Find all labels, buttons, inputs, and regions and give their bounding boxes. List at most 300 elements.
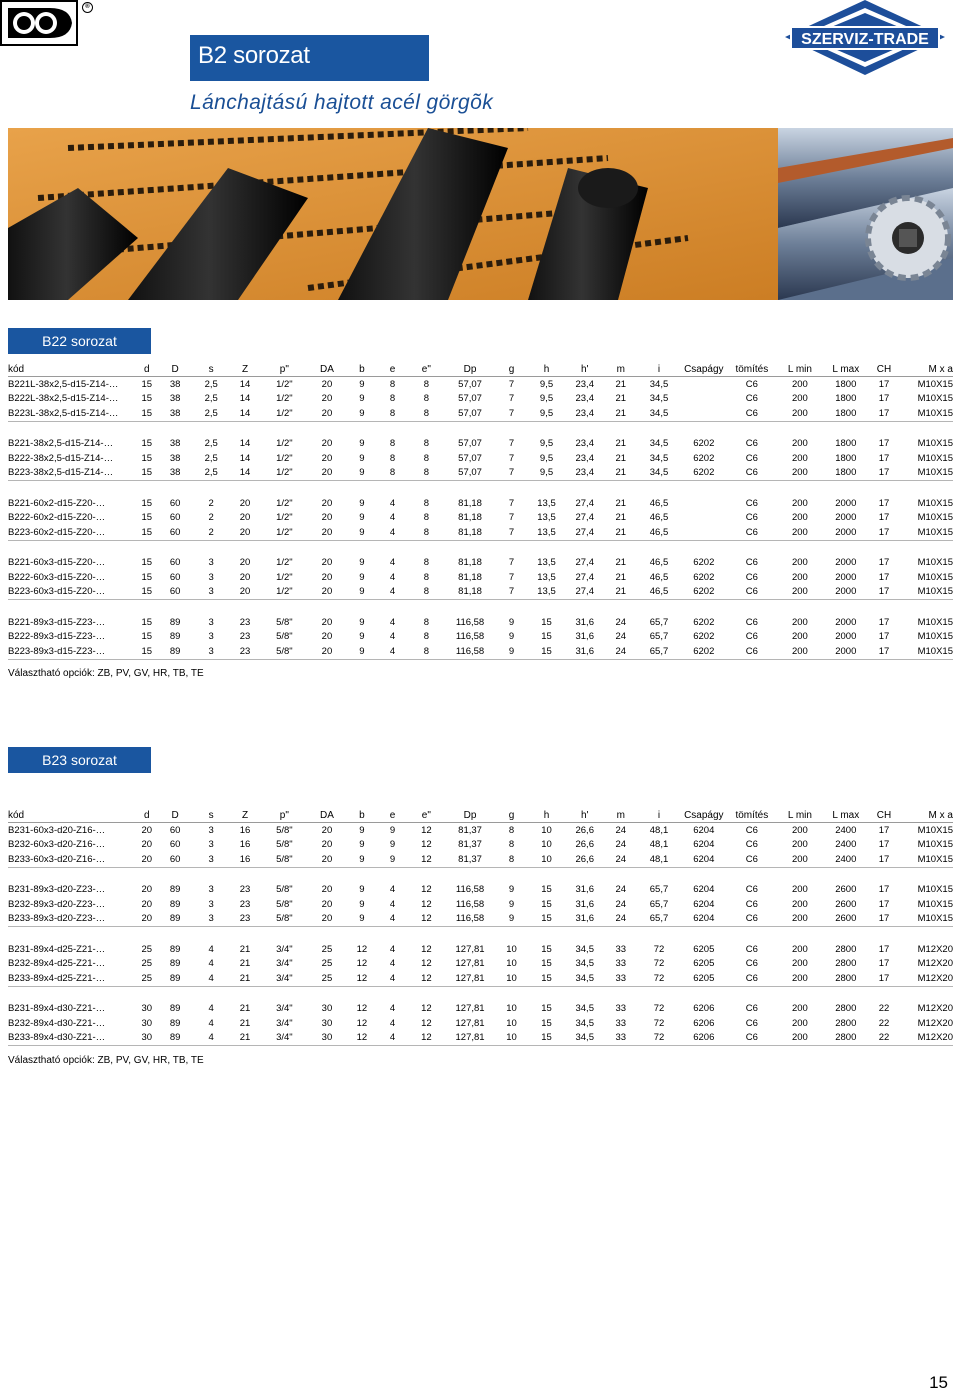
cell-e: 4 <box>389 512 396 524</box>
cell-h1: 26,6 <box>575 839 594 851</box>
cell-e: 4 <box>389 884 396 896</box>
cell-h1: 27,4 <box>565 525 604 540</box>
b23-section-header: B23 sorozat <box>8 747 151 773</box>
cell-Dp: 116,58 <box>445 912 495 927</box>
column-header-h: h <box>528 808 565 823</box>
cell-p: 1/2" <box>276 438 293 450</box>
cell-DA: 20 <box>307 466 346 481</box>
cell-Dp: 57,07 <box>458 393 482 405</box>
cell-Z: 20 <box>239 512 251 524</box>
cell-e: 4 <box>389 571 396 583</box>
cell-p: 1/2" <box>276 512 293 524</box>
cell-mxa: M12X20 <box>917 958 953 970</box>
cell-lmax: 1800 <box>835 452 857 464</box>
cell-seal: C6 <box>745 393 758 405</box>
cell-DA: 20 <box>321 557 333 569</box>
cell-i: 72 <box>637 1031 681 1046</box>
cell-code: B223L-38x2,5-d15-Z14-… <box>8 406 137 421</box>
cell-D: 60 <box>157 852 194 867</box>
cell-Z: 23 <box>229 912 262 927</box>
cell-h: 9,5 <box>539 438 554 450</box>
cell-mxa: M10X15 <box>917 571 953 583</box>
cell-bearing: 6206 <box>693 1017 715 1029</box>
cell-h: 15 <box>541 958 552 970</box>
cell-d: 30 <box>141 1003 153 1015</box>
column-header-lmax: L max <box>823 362 869 377</box>
cell-e2: 12 <box>421 1017 432 1029</box>
cell-DA: 30 <box>307 1031 346 1046</box>
cell-e: 4 <box>377 971 408 986</box>
cell-m: 33 <box>604 1031 637 1046</box>
cell-DA: 30 <box>321 1017 333 1029</box>
cell-code: B222L-38x2,5-d15-Z14-… <box>8 393 119 405</box>
cell-m: 21 <box>604 406 637 421</box>
b22-options-note: Választható opciók: ZB, PV, GV, HR, TB, TE <box>8 668 204 679</box>
cell-d: 20 <box>137 912 157 927</box>
column-header-s: s <box>194 808 229 823</box>
product-photo <box>8 128 953 300</box>
cell-Z: 16 <box>239 824 251 836</box>
cell-h1: 31,6 <box>565 644 604 659</box>
cell-seal: C6 <box>745 557 758 569</box>
table-row <box>8 852 953 867</box>
cell-e2: 8 <box>408 525 445 540</box>
cell-m: 24 <box>604 644 637 659</box>
cell-s: 2 <box>208 497 214 509</box>
cell-s: 2,5 <box>194 406 229 421</box>
cell-i: 65,7 <box>649 898 669 910</box>
cell-Z: 14 <box>239 452 251 464</box>
cell-g: 7 <box>508 497 515 509</box>
cell-m: 21 <box>604 466 637 481</box>
cell-m: 21 <box>615 571 627 583</box>
column-header-d: d <box>137 808 157 823</box>
cell-e2: 8 <box>423 557 429 569</box>
cell-p: 1/2" <box>261 406 307 421</box>
cell-e2: 12 <box>421 898 432 910</box>
cell-e: 4 <box>389 557 396 569</box>
cell-ch: 17 <box>869 525 900 540</box>
cell-h1: 34,5 <box>565 971 604 986</box>
cell-s: 2 <box>194 525 229 540</box>
cell-g: 7 <box>508 452 515 464</box>
cell-p: 1/2" <box>276 452 293 464</box>
cell-code: B223-60x2-d15-Z20-… <box>8 525 137 540</box>
cell-p: 1/2" <box>276 378 293 390</box>
cell-D: 38 <box>157 406 194 421</box>
cell-ch: 17 <box>869 644 900 659</box>
cell-DA: 20 <box>321 839 333 851</box>
cell-e: 4 <box>389 943 396 955</box>
cell-lmin: 200 <box>777 585 823 600</box>
cell-code: B231-89x4-d25-Z21-… <box>8 943 106 955</box>
cell-e: 4 <box>389 497 396 509</box>
cell-DA: 25 <box>321 958 333 970</box>
cell-mxa: M12X20 <box>899 971 953 986</box>
cell-lmin: 200 <box>777 466 823 481</box>
cell-b: 9 <box>359 512 365 524</box>
cell-bearing: 6206 <box>693 1003 715 1015</box>
cell-DA: 20 <box>307 852 346 867</box>
cell-h1: 23,4 <box>575 378 594 390</box>
table-row <box>8 615 953 630</box>
table-row <box>8 883 953 898</box>
cell-i: 48,1 <box>649 824 669 836</box>
cell-b: 9 <box>347 644 378 659</box>
table-row <box>8 971 953 986</box>
cell-m: 21 <box>615 378 627 390</box>
cell-lmax: 2400 <box>835 824 857 836</box>
cell-Dp: 57,07 <box>458 438 482 450</box>
cell-p: 1/2" <box>276 497 293 509</box>
table-row <box>8 392 953 407</box>
group-spacer <box>8 927 953 943</box>
cell-e2: 8 <box>423 497 429 509</box>
cell-b: 9 <box>347 525 378 540</box>
cell-bearing: 6204 <box>693 839 715 851</box>
cell-p: 3/4" <box>276 1017 293 1029</box>
cell-lmin: 200 <box>791 378 808 390</box>
cell-b: 9 <box>359 884 365 896</box>
cell-e2: 8 <box>423 393 429 405</box>
column-header-DA: DA <box>307 808 346 823</box>
cell-DA: 20 <box>321 378 333 390</box>
cell-seal: C6 <box>745 571 758 583</box>
cell-d: 30 <box>137 1031 157 1046</box>
cell-Dp: 81,18 <box>445 525 495 540</box>
cell-m: 21 <box>604 525 637 540</box>
cell-i: 46,5 <box>637 585 681 600</box>
cell-lmax: 2600 <box>835 884 857 896</box>
cell-s: 3 <box>208 884 214 896</box>
cell-e: 8 <box>377 406 408 421</box>
table-row <box>8 511 953 526</box>
cell-Z: 14 <box>239 378 251 390</box>
cell-code: B232-89x3-d20-Z23-… <box>8 898 106 910</box>
cell-lmax: 2000 <box>823 525 869 540</box>
cell-h1: 27,4 <box>575 557 594 569</box>
cell-d: 15 <box>141 616 153 628</box>
cell-Z: 21 <box>229 971 262 986</box>
cell-bearing: 6205 <box>693 958 715 970</box>
cell-bearing: 6202 <box>693 438 715 450</box>
cell-b: 9 <box>359 631 365 643</box>
column-header-lmin: L min <box>777 362 823 377</box>
cell-ch: 17 <box>869 852 900 867</box>
cell-bearing: 6204 <box>681 852 727 867</box>
cell-m: 24 <box>604 852 637 867</box>
cell-D: 60 <box>169 497 181 509</box>
cell-h: 13,5 <box>537 512 556 524</box>
page-number: 15 <box>929 1373 948 1392</box>
table-row <box>8 466 953 481</box>
cell-p: 1/2" <box>261 466 307 481</box>
cell-i: 65,7 <box>649 884 669 896</box>
cell-Dp: 57,07 <box>445 406 495 421</box>
cell-seal: C6 <box>745 958 758 970</box>
cell-Dp: 57,07 <box>458 378 482 390</box>
cell-h: 9,5 <box>528 466 565 481</box>
cell-D: 60 <box>169 557 181 569</box>
cell-ch: 22 <box>869 1031 900 1046</box>
cell-mxa: M12X20 <box>917 1003 953 1015</box>
cell-bearing: 6204 <box>693 884 715 896</box>
cell-e2: 8 <box>423 438 429 450</box>
cell-s: 4 <box>208 1017 214 1029</box>
group-spacer <box>8 540 953 556</box>
cell-s: 4 <box>208 943 214 955</box>
cell-DA: 20 <box>321 631 333 643</box>
cell-g: 7 <box>508 438 515 450</box>
cell-lmin: 200 <box>777 644 823 659</box>
group-spacer <box>8 600 953 616</box>
cell-mxa: M10X15 <box>899 585 953 600</box>
cell-lmax: 2000 <box>835 557 857 569</box>
cell-h1: 34,5 <box>575 943 594 955</box>
cell-h: 15 <box>541 884 552 896</box>
cell-Z: 23 <box>239 631 251 643</box>
registered-mark: ® <box>82 2 93 13</box>
cell-ch: 22 <box>878 1017 890 1029</box>
cell-D: 38 <box>169 452 181 464</box>
cell-seal: C6 <box>745 438 758 450</box>
cell-DA: 25 <box>307 971 346 986</box>
cell-ch: 17 <box>878 497 890 509</box>
cell-seal: C6 <box>745 898 758 910</box>
column-header-p: p" <box>261 362 307 377</box>
column-header-g: g <box>495 362 528 377</box>
cell-i: 34,5 <box>637 466 681 481</box>
cell-DA: 20 <box>307 644 346 659</box>
cell-p: 3/4" <box>261 1031 307 1046</box>
cell-e: 4 <box>389 616 396 628</box>
cell-lmin: 200 <box>777 1031 823 1046</box>
group-spacer <box>8 986 953 1002</box>
cell-m: 24 <box>615 898 627 910</box>
cell-e: 8 <box>389 438 396 450</box>
cell-bearing: 6202 <box>693 631 715 643</box>
cell-p: 5/8" <box>276 631 293 643</box>
cell-code: B221-38x2,5-d15-Z14-… <box>8 438 114 450</box>
cell-e2: 8 <box>423 571 429 583</box>
table-header-row <box>8 362 953 377</box>
cell-s: 3 <box>208 898 214 910</box>
cell-e2: 12 <box>421 958 432 970</box>
cell-Dp: 127,81 <box>455 1017 485 1029</box>
cell-h: 13,5 <box>537 557 556 569</box>
cell-mxa: M10X15 <box>917 839 953 851</box>
cell-g: 7 <box>495 525 528 540</box>
column-header-lmin: L min <box>777 808 823 823</box>
cell-ch: 17 <box>869 971 900 986</box>
cell-s: 4 <box>194 1031 229 1046</box>
cell-code: B223-38x2,5-d15-Z14-… <box>8 466 137 481</box>
cell-h: 15 <box>541 616 552 628</box>
cell-b: 12 <box>356 1003 368 1015</box>
cell-d: 15 <box>137 525 157 540</box>
cell-D: 89 <box>169 631 181 643</box>
cell-lmax: 2000 <box>835 497 857 509</box>
cell-b: 12 <box>356 1017 368 1029</box>
cell-ch: 17 <box>878 943 890 955</box>
cell-mxa: M10X15 <box>917 824 953 836</box>
cell-e2: 8 <box>423 616 429 628</box>
cell-Dp: 81,18 <box>458 512 482 524</box>
column-header-Dp: Dp <box>445 808 495 823</box>
cell-lmax: 2400 <box>835 839 857 851</box>
cell-h1: 27,4 <box>575 571 594 583</box>
cell-e: 8 <box>389 378 396 390</box>
cell-h1: 27,4 <box>565 585 604 600</box>
cell-h1: 27,4 <box>575 497 594 509</box>
column-header-ch: CH <box>869 808 900 823</box>
cell-p: 3/4" <box>276 943 293 955</box>
cell-s: 2 <box>208 512 214 524</box>
column-header-code: kód <box>8 362 137 377</box>
cell-g: 7 <box>508 378 515 390</box>
cell-Dp: 127,81 <box>455 958 485 970</box>
cell-Z: 21 <box>239 1017 251 1029</box>
cell-h: 15 <box>541 943 552 955</box>
cell-e: 4 <box>377 644 408 659</box>
table-row <box>8 585 953 600</box>
cell-d: 15 <box>137 406 157 421</box>
cell-lmin: 200 <box>791 512 808 524</box>
cell-ch: 17 <box>878 958 890 970</box>
cell-lmax: 2800 <box>835 943 857 955</box>
cell-p: 5/8" <box>261 912 307 927</box>
cell-h1: 27,4 <box>575 512 594 524</box>
cell-seal: C6 <box>745 1017 758 1029</box>
cell-m: 24 <box>615 616 627 628</box>
cell-m: 33 <box>615 1017 627 1029</box>
cell-seal: C6 <box>745 839 758 851</box>
cell-m: 33 <box>615 1003 627 1015</box>
cell-b: 9 <box>347 852 378 867</box>
column-header-Z: Z <box>229 362 262 377</box>
column-header-s: s <box>194 362 229 377</box>
cell-bearing: 6205 <box>681 971 727 986</box>
cell-bearing <box>681 511 727 526</box>
cell-h1: 23,4 <box>565 406 604 421</box>
cell-bearing <box>681 406 727 421</box>
cell-g: 7 <box>495 466 528 481</box>
cell-s: 3 <box>194 644 229 659</box>
cell-DA: 20 <box>321 884 333 896</box>
cell-s: 3 <box>208 616 214 628</box>
cell-code: B221-60x2-d15-Z20-… <box>8 497 106 509</box>
cell-h1: 31,6 <box>575 631 594 643</box>
cell-lmax: 2800 <box>835 1017 857 1029</box>
cell-lmin: 200 <box>777 525 823 540</box>
cell-lmax: 2000 <box>835 616 857 628</box>
cell-d: 20 <box>141 884 153 896</box>
cell-i: 65,7 <box>637 912 681 927</box>
cell-g: 10 <box>506 958 517 970</box>
cell-e2: 8 <box>423 378 429 390</box>
cell-b: 9 <box>359 378 365 390</box>
cell-d: 15 <box>141 378 153 390</box>
cell-d: 15 <box>141 512 153 524</box>
cell-bearing: 6204 <box>693 898 715 910</box>
cell-bearing: 6202 <box>681 585 727 600</box>
cell-lmin: 200 <box>791 958 808 970</box>
cell-d: 20 <box>141 824 153 836</box>
cell-b: 9 <box>359 839 365 851</box>
cell-ch: 17 <box>869 466 900 481</box>
cell-lmin: 200 <box>777 971 823 986</box>
cell-d: 15 <box>141 452 153 464</box>
cell-b: 9 <box>359 557 365 569</box>
cell-g: 10 <box>506 943 517 955</box>
table-row <box>8 1031 953 1046</box>
cell-mxa: M10X15 <box>899 466 953 481</box>
cell-lmax: 1800 <box>835 378 857 390</box>
table-row <box>8 897 953 912</box>
cell-seal: C6 <box>727 1031 777 1046</box>
cell-h1: 34,5 <box>575 1003 594 1015</box>
cell-s: 2,5 <box>194 466 229 481</box>
cell-D: 89 <box>169 943 181 955</box>
cell-lmax: 1800 <box>835 393 857 405</box>
cell-d: 30 <box>141 1017 153 1029</box>
column-header-lmax: L max <box>823 808 869 823</box>
cell-mxa: M10X15 <box>917 452 953 464</box>
cell-ch: 17 <box>878 884 890 896</box>
group-spacer <box>8 867 953 883</box>
cell-b: 9 <box>359 898 365 910</box>
company-logo-left <box>0 0 78 46</box>
column-header-mxa: M x a <box>899 362 953 377</box>
cell-g: 7 <box>508 393 515 405</box>
cell-lmin: 200 <box>791 571 808 583</box>
cell-h1: 26,6 <box>575 824 594 836</box>
cell-p: 1/2" <box>261 585 307 600</box>
cell-e2: 8 <box>408 644 445 659</box>
cell-ch: 17 <box>878 378 890 390</box>
table-row <box>8 570 953 585</box>
table-row <box>8 957 953 972</box>
cell-seal: C6 <box>745 884 758 896</box>
cell-e2: 8 <box>408 406 445 421</box>
cell-code: B232-89x4-d30-Z21-… <box>8 1017 106 1029</box>
cell-e2: 12 <box>408 1031 445 1046</box>
column-header-D: D <box>157 808 194 823</box>
cell-e2: 12 <box>421 884 432 896</box>
cell-e2: 8 <box>423 452 429 464</box>
cell-Z: 23 <box>239 898 251 910</box>
cell-DA: 20 <box>321 898 333 910</box>
cell-d: 15 <box>137 466 157 481</box>
cell-m: 21 <box>615 438 627 450</box>
cell-h: 15 <box>541 898 552 910</box>
cell-bearing: 6202 <box>681 644 727 659</box>
table-row <box>8 630 953 645</box>
brand-logo <box>785 0 945 75</box>
cell-Dp: 127,81 <box>445 1031 495 1046</box>
cell-e: 4 <box>389 1017 396 1029</box>
cell-Dp: 127,81 <box>445 971 495 986</box>
cell-Z: 20 <box>229 525 262 540</box>
cell-mxa: M10X15 <box>917 557 953 569</box>
cell-e: 4 <box>389 958 396 970</box>
cell-h1: 26,6 <box>565 852 604 867</box>
cell-code: B221-89x3-d15-Z23-… <box>8 616 106 628</box>
cell-h1: 23,4 <box>565 466 604 481</box>
column-header-b: b <box>347 362 378 377</box>
cell-g: 7 <box>508 557 515 569</box>
b23-options-note: Választható opciók: ZB, PV, GV, HR, TB, TE <box>8 1055 204 1066</box>
